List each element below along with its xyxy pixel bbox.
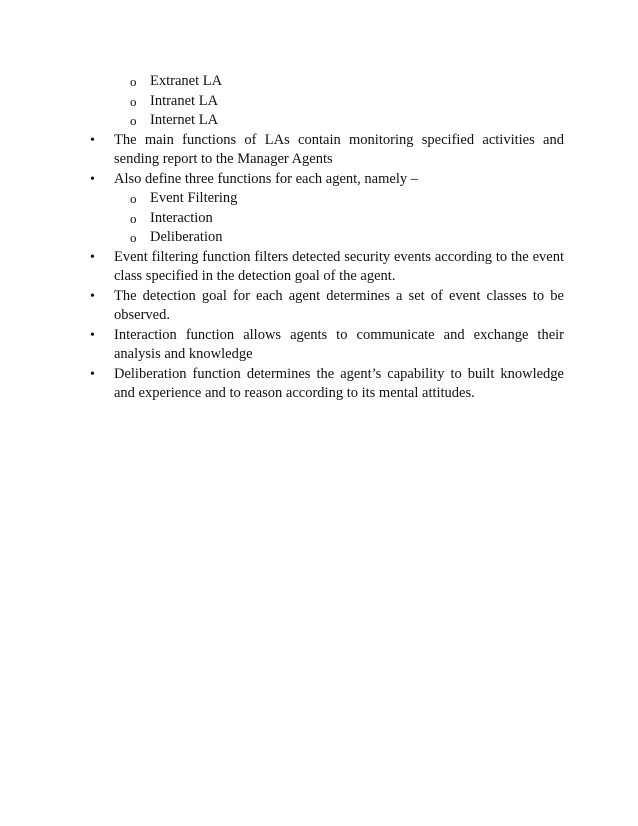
filled-bullet-icon: • [90,327,95,343]
filled-bullet-icon: • [90,249,95,265]
bullet-list-item-text: Deliberation function determines the agent’s capability to built knowledge and experience and to reason according to its mental attitudes. [114,365,564,401]
filled-bullet-icon: • [90,171,95,187]
sub-list-item [0,189,638,209]
hollow-circle-bullet-icon: o [130,93,137,109]
bullet-list-item [0,365,564,404]
hollow-circle-bullet-icon: o [130,113,137,128]
sub-list-item [0,111,638,131]
bullet-list-item-text: Event filtering function filters detected security events according to the event class specified in the detection goal of the agent. [114,248,564,284]
filled-bullet-icon: • [90,366,95,382]
sub-list-item-text: Intranet LA [150,92,219,109]
document-content [0,72,638,404]
hollow-circle-bullet-icon: o [130,191,137,206]
sub-list-item [0,209,638,229]
filled-bullet-icon: • [90,288,95,304]
bullet-list-item [0,326,564,365]
hollow-circle-bullet-icon: o [130,74,137,89]
filled-bullet-icon: • [90,132,95,148]
hollow-circle-bullet-icon: o [130,210,137,226]
bullet-list-item-text: The main functions of LAs contain monitoring specified activities and sending report to the Manager Agents [114,131,564,167]
sub-list-item-text: Deliberation [150,229,223,245]
sub-list-item-text: Interaction [150,209,213,226]
sub-list-item [0,92,638,112]
bullet-list-item [0,248,564,287]
bullet-list-item [0,131,564,170]
bullet-list-item-text: The detection goal for each agent determines a set of event classes to be observed. [114,287,564,323]
sub-list-item-text: Event Filtering [150,190,238,206]
sub-list-item-text: Extranet LA [150,73,223,89]
bullet-list-item-text: Also define three functions for each agent, namely – [114,170,418,187]
sub-list-item-text: Internet LA [150,112,219,128]
hollow-circle-bullet-icon: o [130,230,137,245]
sub-list-item [0,228,638,248]
bullet-list-item-text: Interaction function allows agents to communicate and exchange their analysis and knowledge [114,326,564,362]
sub-list-item [0,72,638,92]
bullet-list-item [0,287,564,326]
bullet-list-item [0,170,564,190]
